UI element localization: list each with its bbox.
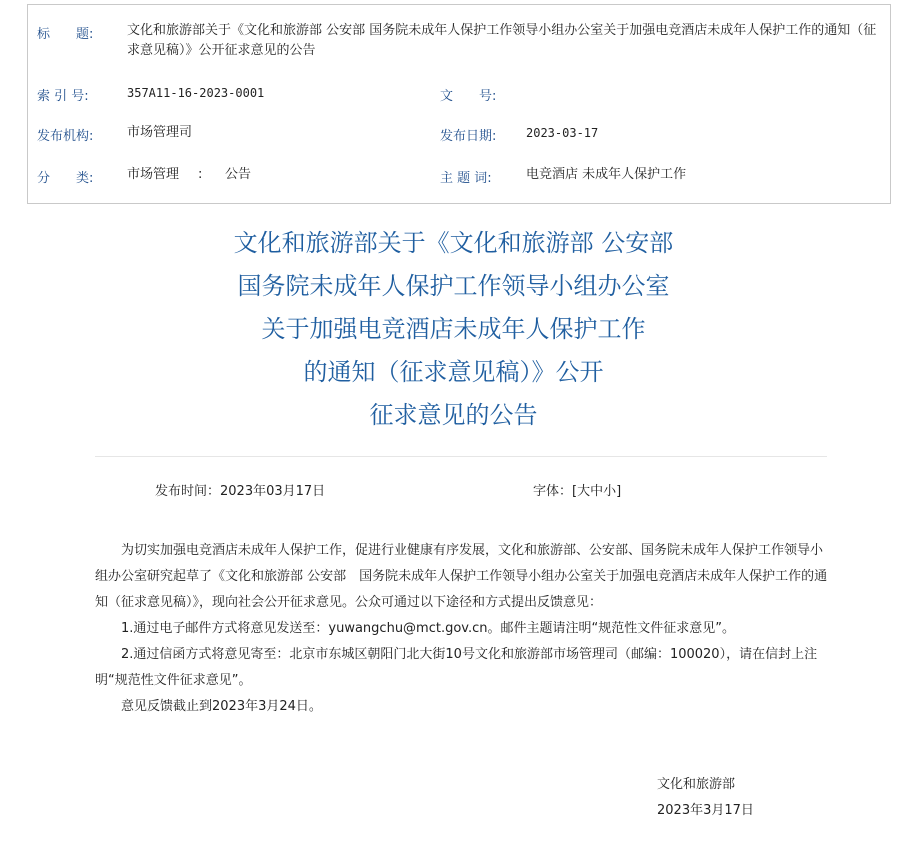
- headline-line-2: 国务院未成年人保护工作领导小组办公室: [237, 272, 670, 300]
- title-label: 标 题:: [37, 27, 94, 42]
- article-body: [95, 538, 830, 720]
- body-paragraph-mail: 2.通过信函方式将意见寄至：北京市东城区朝阳门北大街10号文化和旅游部市场管理司（邮编：100020），请在信封上注明“规范性文件征求意见”。: [95, 647, 818, 688]
- body-paragraph-deadline: 意见反馈截止到2023年3月24日。: [121, 699, 322, 714]
- body-paragraph-intro: 为切实加强电竞酒店未成年人保护工作，促进行业健康有序发展，文化和旅游部、公安部、国务院未成年人保护工作领导小组办公室研究起草了《文化和旅游部 公安部 国务院未成年人保护工作领导小组办公室关于加强电竞酒店未成年人保护工作的通知（征求意见稿）》，现向社会公开征求意见。公众可通过以下途径和方式提出反馈意见：: [95, 543, 828, 610]
- topic-label: 主 题 词:: [440, 171, 492, 186]
- publish-date-label: 发布日期:: [440, 129, 497, 144]
- index-value: 357A11-16-2023-0001: [127, 86, 265, 100]
- body-paragraph-email: 1.通过电子邮件方式将意见发送至：yuwangchu@mct.gov.cn。邮件主题请注明“规范性文件征求意见”。: [121, 621, 735, 636]
- category-separator: :: [198, 167, 203, 182]
- headline-line-1: 文化和旅游部关于《文化和旅游部 公安部: [233, 229, 674, 257]
- headline-line-4: 的通知（征求意见稿）》公开: [303, 358, 604, 386]
- issuer-label: 发布机构:: [37, 129, 94, 144]
- headline-divider: [95, 456, 827, 457]
- publish-date-value: 2023-03-17: [526, 126, 599, 140]
- headline-line-5: 征求意见的公告: [369, 401, 538, 429]
- publish-time: 发布时间：2023年03月17日: [155, 484, 326, 499]
- signature-org: 文化和旅游部: [657, 777, 736, 792]
- title-value: 文化和旅游部关于《文化和旅游部 公安部 国务院未成年人保护工作领导小组办公室关于加强电竞酒店未成年人保护工作的通知（征求意见稿）》公开征求意见的公告: [127, 23, 877, 58]
- font-size-label: 字体：: [533, 484, 573, 499]
- category-label: 分 类:: [37, 171, 94, 186]
- metadata-panel: [27, 4, 891, 204]
- headline-line-3: 关于加强电竞酒店未成年人保护工作: [261, 315, 646, 343]
- category-value-primary: 市场管理: [127, 167, 180, 182]
- doc-no-label: 文 号:: [440, 89, 497, 104]
- topic-value: 电竞酒店 未成年人保护工作: [526, 167, 687, 182]
- signature-date: 2023年3月17日: [657, 803, 754, 818]
- category-value-secondary: 公告: [225, 167, 252, 182]
- index-label: 索 引 号:: [37, 89, 89, 104]
- article-headline: [0, 222, 907, 437]
- issuer-value: 市场管理司: [127, 125, 193, 140]
- font-size-selector[interactable]: [大中小]: [572, 484, 622, 499]
